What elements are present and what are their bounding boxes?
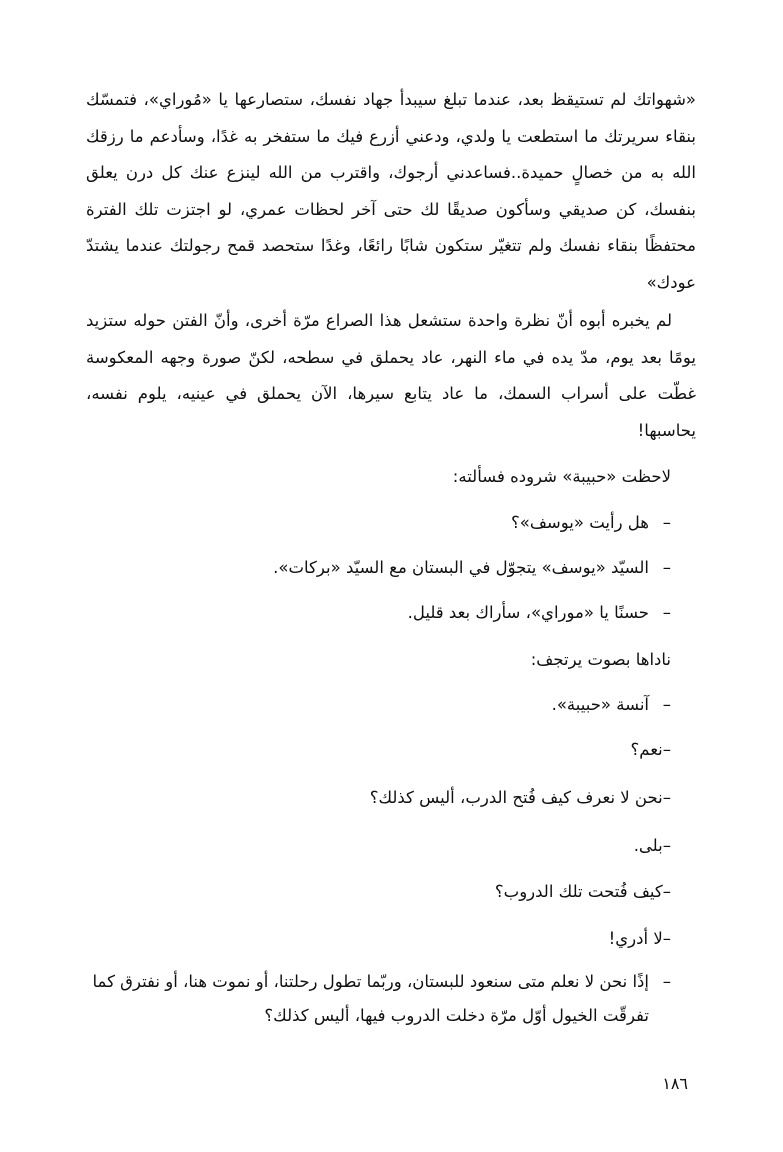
dialogue-line xyxy=(634,831,671,861)
dialogue-line xyxy=(495,877,671,907)
page-number: ١٨٦ xyxy=(662,1074,688,1093)
dialogue-dash: – xyxy=(662,929,671,948)
dialogue-text: نحن لا نعرف كيف فُتح الدرب، أليس كذلك؟ xyxy=(369,788,663,807)
dialogue-line xyxy=(408,598,671,628)
dialogue-line xyxy=(511,508,671,538)
dialogue-dash: – xyxy=(662,972,671,991)
dialogue-dash: – xyxy=(662,558,671,577)
dialogue-text: نعم؟ xyxy=(630,740,663,759)
dialogue-dash: – xyxy=(662,603,671,622)
dialogue-text: لا أدري! xyxy=(608,929,663,948)
dialogue-text: هل رأيت «يوسف»؟ xyxy=(510,513,649,532)
dialogue-line xyxy=(552,690,671,720)
narration-called-her: ناداها بصوت يرتجف: xyxy=(530,650,671,669)
dialogue-text: بلى. xyxy=(633,836,663,855)
dialogue-dash: – xyxy=(662,740,671,759)
paragraph-reflection: لم يخبره أبوه أنّ نظرة واحدة ستشعل هذا الصراع مرّة أخرى، وأنّ الفتن حوله ستزيد يومًا بعد يوم، مدّ يده في ماء النهر، عاد يحملق في سطحه، لكنّ صورة وجهه المعكوسة غطّت على أسراب السمك، ما عاد يتابع سيرها، الآن يحملق في عينيه، يلوم نفسه، يحاسبها! xyxy=(86,311,696,440)
dialogue-dash: – xyxy=(662,882,671,901)
dialogue-line xyxy=(273,553,671,583)
dialogue-text: آنسة «حبيبة». xyxy=(551,695,649,714)
dialogue-line xyxy=(609,924,671,954)
dialogue-line xyxy=(86,965,671,1033)
dialogue-dash: – xyxy=(662,513,671,532)
dialogue-dash: – xyxy=(662,836,671,855)
narration-habiba-asks: لاحظت «حبيبة» شروده فسألته: xyxy=(452,467,671,486)
dialogue-text: حسنًا يا «موراي»، سأراك بعد قليل. xyxy=(407,603,649,622)
dialogue-line xyxy=(370,783,671,813)
dialogue-dash: – xyxy=(662,695,671,714)
paragraph-father-advice: «شهواتك لم تستيقظ بعد، عندما تبلغ سيبدأ جهاد نفسك، ستصارعها يا «مُوراي»، فتمسّك بنقاء سريرتك ما استطعت يا ولدي، ودعني أزرع فيك ما ستفخر به غدًا، وسأدعم ما رزقك الله به من خصالٍ حميدة..فساعدني أرجوك، واقترب من الله لينزع عنك كل درن يعلق بنفسك، كن صديقي وسأكون صديقًا لك حتى آخر لحظات عمري، لو اجتزت تلك الفترة محتفظًا بنقاء نفسك ولم تتغيّر ستكون شابًا رائعًا، وغدًا ستحصد قمح رجولتك عندما يشتدّ عودك» xyxy=(86,90,696,292)
dialogue-text: إذًا نحن لا نعلم متى سنعود للبستان، وربّما تطول رحلتنا، أو نموت هنا، أو نفترق كما تفرقّت الخيول أوّل مرّة دخلت الدروب فيها، أليس كذلك؟ xyxy=(92,972,649,1025)
dialogue-dash: – xyxy=(662,788,671,807)
dialogue-line xyxy=(630,735,671,765)
dialogue-text: كيف فُتحت تلك الدروب؟ xyxy=(494,882,663,901)
dialogue-text: السيّد «يوسف» يتجوّل في البستان مع السيّد «بركات». xyxy=(273,558,649,577)
